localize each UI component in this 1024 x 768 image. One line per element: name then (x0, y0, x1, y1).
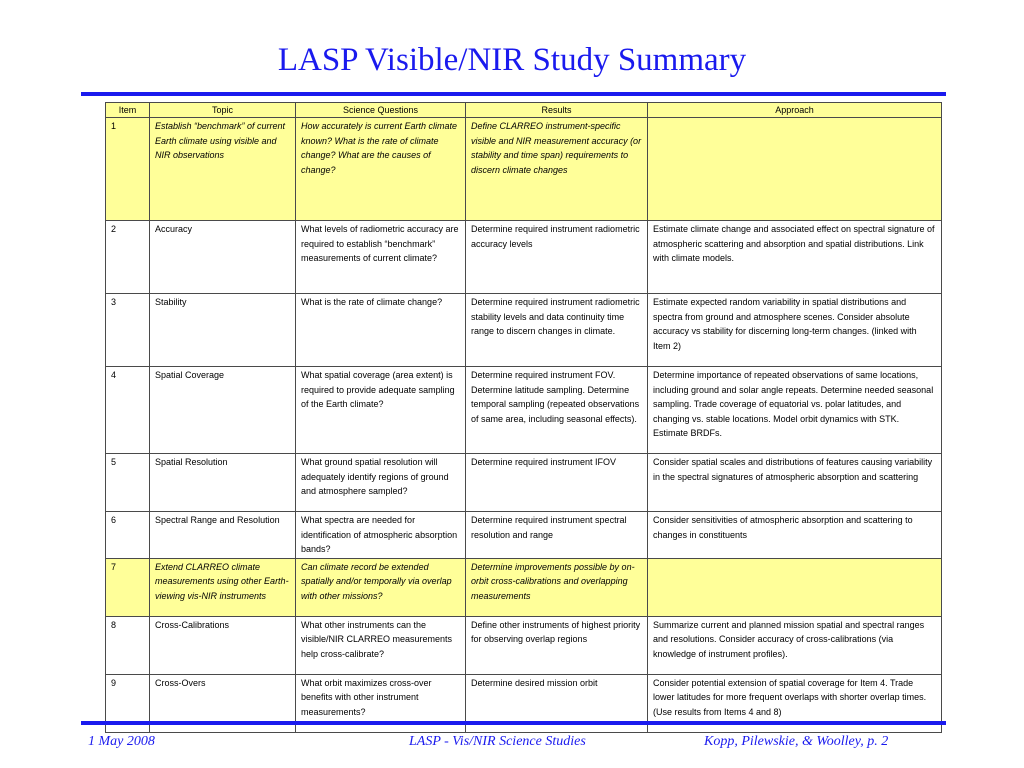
table-row (106, 454, 942, 512)
cell-result: Determine required instrument radiometric stability levels and data continuity time range to discern changes in climate. (466, 294, 648, 367)
cell-question: How accurately is current Earth climate known? What is the rate of climate change? What are the causes of change? (296, 118, 466, 221)
cell-result: Define other instruments of highest priority for observing overlap regions (466, 616, 648, 674)
cell-result: Determine required instrument spectral resolution and range (466, 512, 648, 559)
cell-result: Determine desired mission orbit (466, 674, 648, 732)
cell-question: What spatial coverage (area extent) is required to provide adequate sampling of the Earth climate? (296, 367, 466, 454)
table-row (106, 221, 942, 294)
cell-topic: Spectral Range and Resolution (150, 512, 296, 559)
table-row (106, 512, 942, 559)
cell-item: 1 (106, 118, 150, 221)
cell-result: Determine required instrument radiometric accuracy levels (466, 221, 648, 294)
cell-item: 3 (106, 294, 150, 367)
bottom-divider (81, 721, 946, 725)
table-row (106, 294, 942, 367)
footer-date: 1 May 2008 (88, 734, 155, 749)
cell-question: What is the rate of climate change? (296, 294, 466, 367)
cell-approach: Estimate expected random variability in spatial distributions and spectra from ground and atmosphere scenes. Consider absolute accuracy vs stability for discerning long-term changes. (linked with Item 2) (648, 294, 942, 367)
cell-topic: Cross-Overs (150, 674, 296, 732)
table-row (106, 367, 942, 454)
table-header-row (106, 103, 942, 118)
slide-title: LASP Visible/NIR Study Summary (277, 42, 747, 78)
cell-topic: Stability (150, 294, 296, 367)
cell-item: 7 (106, 558, 150, 616)
cell-question: What ground spatial resolution will adequately identify regions of ground and atmosphere sampled? (296, 454, 466, 512)
cell-question: Can climate record be extended spatially and/or temporally via overlap with other missions? (296, 558, 466, 616)
footer-authors-page: Kopp, Pilewskie, & Woolley, p. 2 (704, 734, 889, 749)
cell-topic: Extend CLARREO climate measurements using other Earth-viewing vis-NIR instruments (150, 558, 296, 616)
header-approach: Approach (648, 103, 942, 118)
table-row (106, 558, 942, 616)
cell-approach (648, 558, 942, 616)
cell-topic: Cross-Calibrations (150, 616, 296, 674)
cell-item: 2 (106, 221, 150, 294)
study-summary-table (105, 102, 942, 733)
cell-approach: Consider spatial scales and distributions of features causing variability in the spectral signatures of atmospheric absorption and scattering (648, 454, 942, 512)
cell-topic: Spatial Coverage (150, 367, 296, 454)
header-results: Results (466, 103, 648, 118)
cell-item: 4 (106, 367, 150, 454)
cell-topic: Spatial Resolution (150, 454, 296, 512)
cell-question: What spectra are needed for identification of atmospheric absorption bands? (296, 512, 466, 559)
table-row (106, 616, 942, 674)
header-item: Item (106, 103, 150, 118)
footer-center-text: LASP - Vis/NIR Science Studies (409, 734, 586, 749)
header-topic: Topic (150, 103, 296, 118)
cell-topic: Accuracy (150, 221, 296, 294)
cell-result: Determine required instrument IFOV (466, 454, 648, 512)
cell-result: Determine required instrument FOV. Determine latitude sampling. Determine temporal sampling (repeated observations of same area, including seasonal effects). (466, 367, 648, 454)
cell-approach: Summarize current and planned mission spatial and spectral ranges and resolutions. Consider accuracy of cross-calibrations (via knowledge of instrument profiles). (648, 616, 942, 674)
cell-item: 6 (106, 512, 150, 559)
cell-topic: Establish “benchmark” of current Earth climate using visible and NIR observations (150, 118, 296, 221)
cell-result: Determine improvements possible by on-orbit cross-calibrations and overlapping measurements (466, 558, 648, 616)
cell-item: 8 (106, 616, 150, 674)
cell-question: What other instruments can the visible/NIR CLARREO measurements help cross-calibrate? (296, 616, 466, 674)
cell-result: Define CLARREO instrument-specific visible and NIR measurement accuracy (or stability and time span) requirements to discern climate changes (466, 118, 648, 221)
top-divider (81, 92, 946, 96)
cell-approach: Determine importance of repeated observations of same locations, including ground and solar angle repeats. Determine needed seasonal sampling. Trade coverage of equatorial vs. polar latitudes, and changing vs. stable locations. Model orbit dynamics with STK. Estimate BRDFs. (648, 367, 942, 454)
cell-item: 5 (106, 454, 150, 512)
cell-approach: Consider sensitivities of atmospheric absorption and scattering to changes in constituents (648, 512, 942, 559)
cell-question: What orbit maximizes cross-over benefits with other instrument measurements? (296, 674, 466, 732)
cell-question: What levels of radiometric accuracy are required to establish “benchmark” measurements of current climate? (296, 221, 466, 294)
cell-approach (648, 118, 942, 221)
cell-approach: Consider potential extension of spatial coverage for Item 4. Trade lower latitudes for more frequent overlaps with shorter overlap times. (Use results from Items 4 and 8) (648, 674, 942, 732)
table-row (106, 118, 942, 221)
header-science-questions: Science Questions (296, 103, 466, 118)
cell-approach: Estimate climate change and associated effect on spectral signature of atmospheric scattering and absorption and spatial distributions. Link with climate models. (648, 221, 942, 294)
cell-item: 9 (106, 674, 150, 732)
